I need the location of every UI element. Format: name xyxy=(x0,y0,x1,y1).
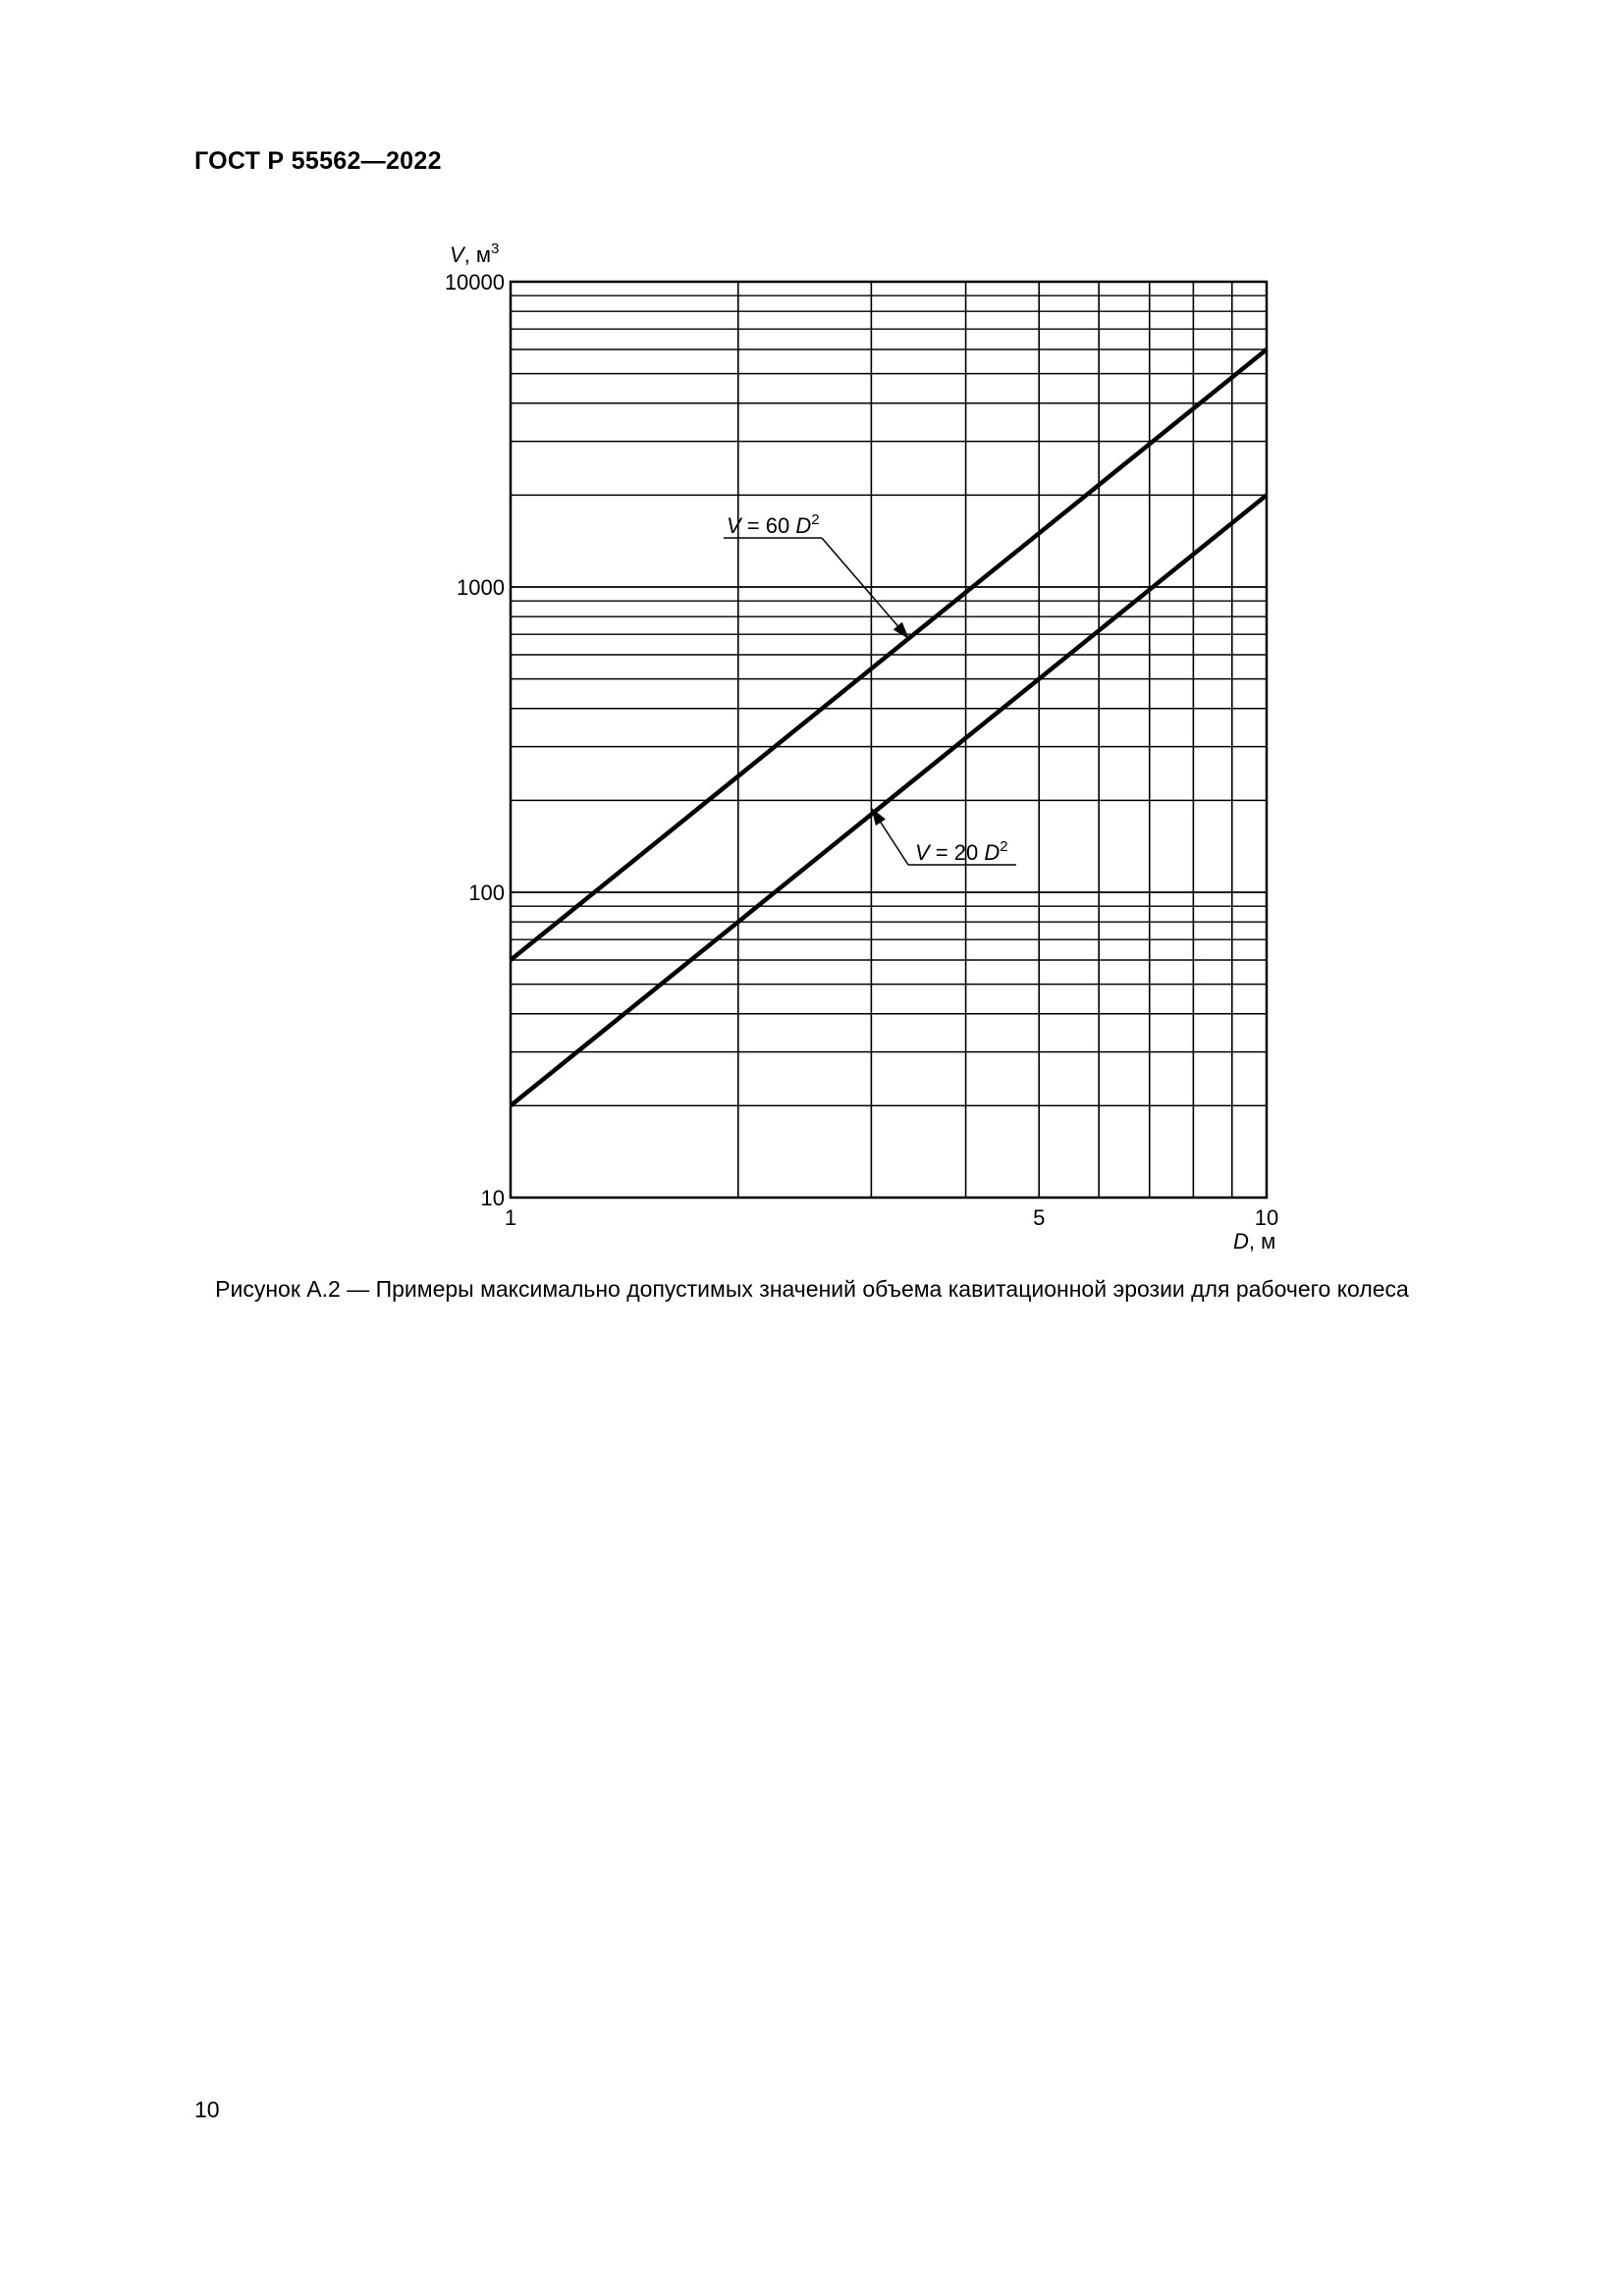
y-axis-label xyxy=(450,240,499,267)
y-tick-labels xyxy=(445,270,505,1210)
plot-frame xyxy=(511,282,1267,1198)
series-label-sup: 2 xyxy=(1000,838,1008,855)
y-tick-label: 10000 xyxy=(444,270,505,294)
series-label-var2: D xyxy=(795,513,812,538)
leader-arrow xyxy=(822,538,908,638)
x-axis-label xyxy=(1233,1229,1275,1254)
series-label-coef: = 60 xyxy=(740,513,796,538)
page-number: 10 xyxy=(194,2097,220,2122)
leader-arrow xyxy=(872,809,908,865)
y-axis-label-var: V xyxy=(450,242,464,267)
series-label-var2: D xyxy=(984,840,1001,865)
figure-caption: Рисунок А.2 — Примеры максимально допустимых значений объема кавитационной эрозии для рабочего колеса xyxy=(215,1276,1409,1302)
x-axis-label-var: D xyxy=(1233,1229,1249,1254)
grid-lines xyxy=(511,282,1267,1198)
series-label-var: V xyxy=(727,513,741,538)
y-tick-label: 10 xyxy=(480,1186,505,1210)
x-axis-label-unit: , м xyxy=(1248,1229,1276,1254)
series-label xyxy=(727,511,820,538)
series-lines xyxy=(511,349,1267,1105)
y-tick-label: 100 xyxy=(468,881,505,905)
series-label xyxy=(915,838,1008,865)
series-label-coef: = 20 xyxy=(929,840,985,865)
x-tick-label: 1 xyxy=(504,1205,517,1230)
y-axis-label-unit: , м xyxy=(463,242,492,267)
x-tick-label: 5 xyxy=(1033,1205,1046,1230)
series-label-sup: 2 xyxy=(811,511,820,528)
document-header: ГОСТ Р 55562—2022 xyxy=(194,147,442,175)
x-tick-labels xyxy=(505,1205,1278,1230)
series-label-var: V xyxy=(915,840,930,865)
x-tick-label: 10 xyxy=(1254,1205,1279,1230)
y-axis-label-sup: 3 xyxy=(491,240,500,257)
series-annotations xyxy=(724,511,1016,865)
y-tick-label: 1000 xyxy=(457,575,505,600)
